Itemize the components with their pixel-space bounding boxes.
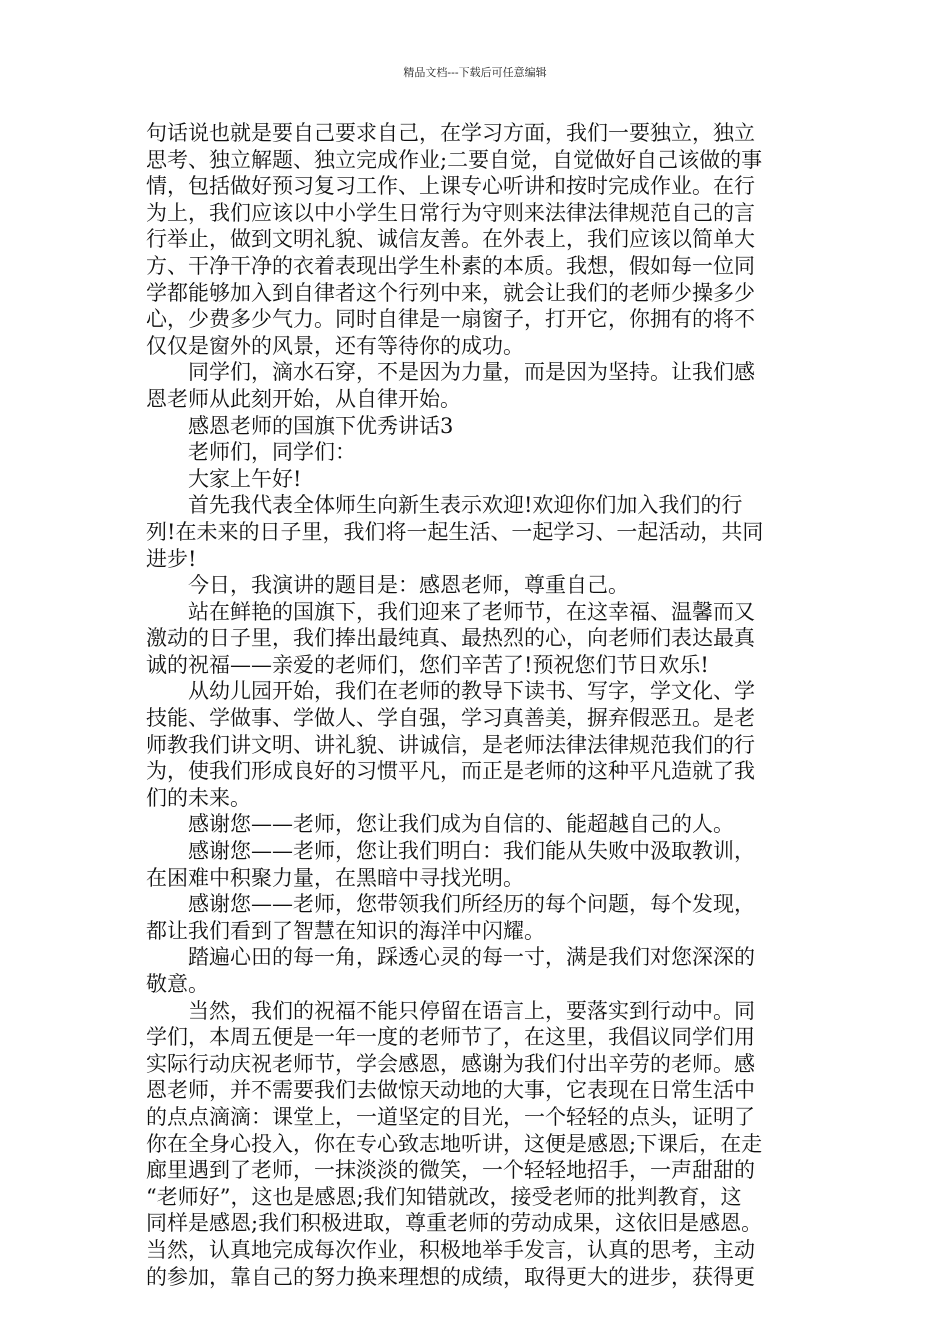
text-line: 技能、学做事、学做人、学自强，学习真善美，摒弃假恶丑。是老 [146, 706, 755, 731]
text-line: 心，少费多少气力。同时自律是一扇窗子，打开它，你拥有的将不 [146, 307, 755, 332]
text-line: 列!在未来的日子里，我们将一起生活、一起学习、一起活动，共同 [146, 519, 764, 544]
text-line: 大家上午好! [146, 466, 302, 491]
text-line: 首先我代表全体师生向新生表示欢迎!欢迎你们加入我们的行 [146, 493, 743, 518]
section-heading: 感恩老师的国旗下优秀讲话3 [146, 413, 454, 438]
text-line: 你在全身心投入，你在专心致志地听讲，这便是感恩;下课后，在走 [146, 1131, 763, 1156]
text-line: 廊里遇到了老师，一抹淡淡的微笑，一个轻轻地招手，一声甜甜的 [146, 1158, 755, 1183]
text-line: 恩老师从此刻开始，从自律开始。 [146, 386, 461, 411]
text-line: 当然，认真地完成每次作业，积极地举手发言，认真的思考，主动 [146, 1237, 755, 1262]
text-line: 站在鲜艳的国旗下，我们迎来了老师节，在这幸福、温馨而又 [146, 599, 755, 624]
text-line: 恩老师，并不需要我们去做惊天动地的大事，它表现在日常生活中 [146, 1078, 755, 1103]
text-line: 学们，本周五便是一年一度的老师节了，在这里，我倡议同学们用 [146, 1025, 755, 1050]
text-line: 从幼儿园开始，我们在老师的教导下读书、写字，学文化、学 [146, 679, 755, 704]
text-line: 感谢您——老师，您带领我们所经历的每个问题，每个发现， [146, 892, 755, 917]
text-line: 当然，我们的祝福不能只停留在语言上，要落实到行动中。同 [146, 998, 755, 1023]
text-line: 在困难中积聚力量，在黑暗中寻找光明。 [146, 865, 524, 890]
page-header: 精品文档---下载后可任意编辑 [403, 66, 547, 79]
text-line: 为，使我们形成良好的习惯平凡，而正是老师的这种平凡造就了我 [146, 759, 755, 784]
text-line: 实际行动庆祝老师节，学会感恩，感谢为我们付出辛劳的老师。感 [146, 1051, 755, 1076]
text-line: 学都能够加入到自律者这个行列中来，就会让我们的老师少操多少 [146, 280, 755, 305]
text-line: 感谢您——老师，您让我们明白：我们能从失败中汲取教训， [146, 839, 755, 864]
text-line: 的参加，靠自己的努力换来理想的成绩，取得更大的进步，获得更 [146, 1264, 755, 1289]
text-line: 方、干净干净的衣着表现出学生朴素的本质。我想，假如每一位同 [146, 253, 755, 278]
text-line: 情，包括做好预习复习工作、上课专心听讲和按时完成作业。在行 [146, 174, 755, 199]
text-line: 师教我们讲文明、讲礼貌、讲诚信，是老师法律法律规范我们的行 [146, 732, 755, 757]
text-line: 敬意。 [146, 972, 209, 996]
text-line: “老师好”，这也是感恩;我们知错就改，接受老师的批判教育，这 [146, 1184, 742, 1209]
text-line: 同样是感恩;我们积极进取，尊重老师的劳动成果，这依旧是感恩。 [146, 1211, 763, 1236]
document-body [146, 120, 810, 1290]
text-line: 仅仅是窗外的风景，还有等待你的成功。 [146, 333, 524, 358]
text-line: 们的未来。 [146, 785, 251, 810]
text-line: 为上，我们应该以中小学生日常行为守则来法律法律规范自己的言 [146, 200, 755, 225]
text-line: 思考、独立解题、独立完成作业;二要自觉，自觉做好自己该做的事 [146, 147, 763, 172]
text-line: 进步! [146, 546, 197, 571]
text-line: 同学们，滴水石穿，不是因为力量，而是因为坚持。让我们感 [146, 360, 755, 385]
text-line: 句话说也就是要自己要求自己，在学习方面，我们一要独立，独立 [146, 121, 755, 145]
text-line: 行举止，做到文明礼貌、诚信友善。在外表上，我们应该以简单大 [146, 227, 755, 252]
text-line: 激动的日子里，我们捧出最纯真、最热烈的心，向老师们表达最真 [146, 626, 755, 651]
text-line: 都让我们看到了智慧在知识的海洋中闪耀。 [146, 918, 545, 943]
text-line: 今日，我演讲的题目是：感恩老师，尊重自己。 [146, 573, 629, 598]
text-line: 感谢您——老师，您让我们成为自信的、能超越自己的人。 [146, 812, 734, 837]
text-line: 诚的祝福——亲爱的老师们，您们辛苦了!预祝您们节日欢乐! [146, 652, 709, 677]
text-line: 老师们，同学们： [146, 440, 356, 465]
text-line: 的点点滴滴：课堂上，一道坚定的目光，一个轻轻的点头，证明了 [146, 1104, 755, 1129]
text-line: 踏遍心田的每一角，踩透心灵的每一寸，满是我们对您深深的 [146, 945, 755, 970]
